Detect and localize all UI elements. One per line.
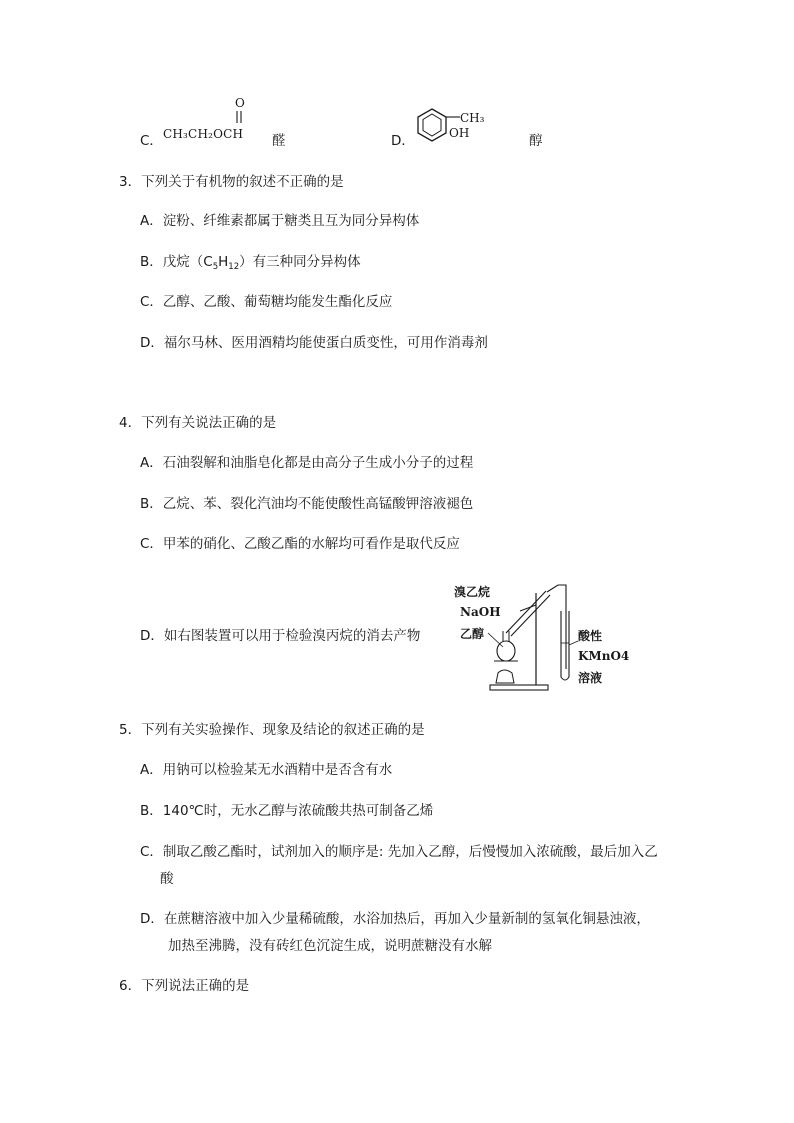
- stand-base: [490, 685, 548, 690]
- label-acidic: 酸性: [578, 629, 603, 643]
- q5-option-c-line1: C．制取乙酸乙酯时，试剂加入的顺序是: 先加入乙醇，后慢慢加入浓硫酸，最后加入乙: [140, 844, 658, 860]
- q5-option-c-line2: 酸: [160, 871, 174, 887]
- q3-b-sub1: 5: [212, 262, 219, 272]
- label-naoh: NaOH: [460, 605, 501, 619]
- q2-option-d-letter: D．: [391, 133, 415, 149]
- q4-option-b: B．乙烷、苯、裂化汽油均不能使酸性高锰酸钾溶液褪色: [140, 496, 474, 512]
- q3-b-mid: H: [218, 254, 229, 270]
- q3-option-a: A．淀粉、纤维素都属于糖类且互为同分异构体: [140, 213, 420, 229]
- label-bromoethane: 溴乙烷: [454, 585, 491, 599]
- methyl-group: CH₃: [460, 111, 485, 125]
- q5-option-d-line1: D．在蔗糖溶液中加入少量稀硫酸，水浴加热后，再加入少量新制的氢氧化铜悬浊液，: [140, 911, 650, 927]
- q5-stem: 5．下列有关实验操作、现象及结论的叙述正确的是: [119, 722, 425, 738]
- q6-stem: 6．下列说法正确的是: [119, 978, 250, 994]
- q4-option-d: D．如右图装置可以用于检验溴丙烷的消去产物: [140, 628, 421, 644]
- pointer-right: [569, 641, 578, 645]
- test-tube: [561, 611, 569, 680]
- pointer-left: [488, 633, 503, 647]
- q2-option-c-letter: C．: [140, 133, 163, 149]
- q3-b-sub2: 12: [228, 262, 240, 272]
- ester-structure: [163, 94, 275, 144]
- hydroxyl-group: OH: [449, 126, 470, 140]
- cresol-structure: [410, 105, 500, 155]
- q3-option-c: C．乙醇、乙酸、葡萄糖均能发生酯化反应: [140, 294, 393, 310]
- q4-stem: 4．下列有关说法正确的是: [119, 415, 277, 431]
- q3-option-d: D．福尔马林、医用酒精均能使蛋白质变性，可用作消毒剂: [140, 335, 488, 351]
- label-ethanol: 乙醇: [460, 627, 485, 641]
- q3-b-suffix: ）有三种同分异构体: [239, 254, 361, 270]
- condenser-outer-a: [506, 591, 546, 633]
- apparatus-figure: [448, 581, 628, 693]
- apparatus-drawing: [448, 581, 628, 693]
- benzene-inner-ring: [423, 114, 441, 136]
- q5-option-a: A．用钠可以检验某无水酒精中是否含有水: [140, 762, 393, 778]
- q3-stem: 3．下列关于有机物的叙述不正确的是: [119, 174, 344, 190]
- label-solution: 溶液: [578, 671, 603, 685]
- delivery-tube: [547, 585, 566, 669]
- q4-option-c: C．甲苯的硝化、乙酸乙酯的水解均可看作是取代反应: [140, 536, 460, 552]
- carbonyl-oxygen: O: [235, 96, 245, 110]
- q3-b-prefix: B．戊烷（C: [140, 254, 213, 270]
- condenser-outer-b: [511, 595, 550, 636]
- alcohol-lamp: [496, 670, 514, 683]
- q2-option-d-class: 醇: [529, 133, 543, 149]
- q5-option-b: B．140℃时，无水乙醇与浓硫酸共热可制备乙烯: [140, 803, 434, 819]
- q3-option-b: [140, 253, 361, 276]
- q4-option-a: A．石油裂解和油脂皂化都是由高分子生成小分子的过程: [140, 455, 474, 471]
- label-kmno4: KMnO4: [578, 649, 630, 663]
- ester-formula: CH₃CH₂OCH: [163, 127, 244, 141]
- q2-option-c-class: 醛: [272, 133, 286, 149]
- q5-option-d-line2: 加热至沸腾，没有砖红色沉淀生成，说明蔗糖没有水解: [168, 938, 492, 954]
